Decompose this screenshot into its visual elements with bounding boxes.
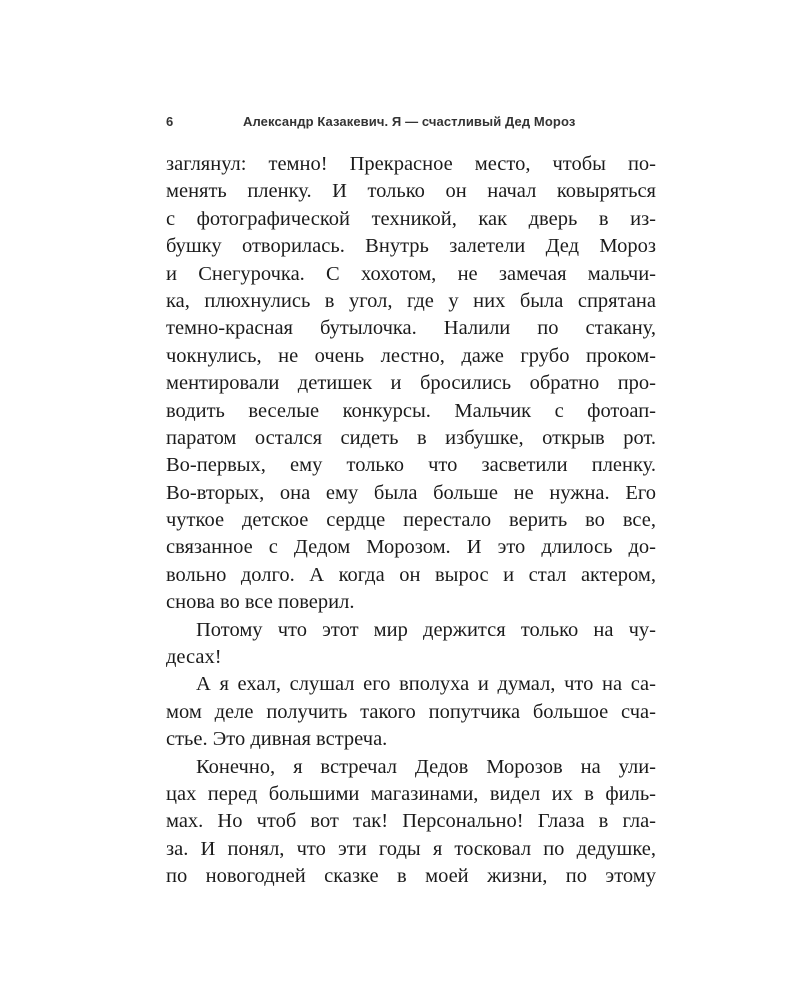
text-line: вольно долго. А когда он вырос и стал актером, <box>166 563 656 586</box>
text-line: и Снегурочка. С хохотом, не замечая мальчи- <box>166 262 656 285</box>
text-line: связанное с Дедом Морозом. И это длилось до- <box>166 536 656 559</box>
text-line: Во-вторых, она ему была больше не нужна. Его <box>166 481 656 504</box>
text-line: десах! <box>166 646 222 669</box>
text-line: с фотографической техникой, как дверь в из- <box>166 207 656 230</box>
text-line: Потому что этот мир держится только на чу- <box>196 618 656 641</box>
text-line: бушку отворилась. Внутрь залетели Дед Мороз <box>166 235 656 258</box>
text-line: А я ехал, слушал его вполуха и думал, что на са- <box>196 673 656 696</box>
text-line: снова во все поверил. <box>166 591 355 614</box>
text-line: чокнулись, не очень лестно, даже грубо проком- <box>166 344 656 367</box>
text-line: менять пленку. И только он начал ковыряться <box>166 180 656 203</box>
text-line: мом деле получить такого попутчика большое сча- <box>166 700 656 723</box>
text-line: чуткое детское сердце перестало верить во все, <box>166 509 656 532</box>
text-line: ка, плюхнулись в угол, где у них была спрятана <box>166 289 656 312</box>
text-line: по новогодней сказке в моей жизни, по этому <box>166 865 656 888</box>
text-line: Конечно, я встречал Дедов Морозов на ули- <box>196 755 656 778</box>
text-line: Во-первых, ему только что засветили пленку. <box>166 454 656 477</box>
text-line: паратом остался сидеть в избушке, открыв рот. <box>166 426 656 449</box>
text-line: ментировали детишек и бросились обратно про- <box>166 372 656 395</box>
running-head <box>166 114 656 134</box>
running-title: Александр Казакевич. Я — счастливый Дед Мороз <box>243 114 576 129</box>
text-line: мах. Но чтоб вот так! Персонально! Глаза в гла- <box>166 810 656 833</box>
text-line: цах перед большими магазинами, видел их в филь- <box>166 782 656 805</box>
text-line: водить веселые конкурсы. Мальчик с фотоап- <box>166 399 656 422</box>
page-number: 6 <box>166 114 174 129</box>
text-line: темно-красная бутылочка. Налили по стакану, <box>166 317 656 340</box>
body-text <box>166 151 656 891</box>
text-line: за. И понял, что эти годы я тосковал по дедушке, <box>166 837 656 860</box>
text-line: заглянул: темно! Прекрасное место, чтобы по- <box>166 153 656 175</box>
text-line: стье. Это дивная встреча. <box>166 728 388 751</box>
